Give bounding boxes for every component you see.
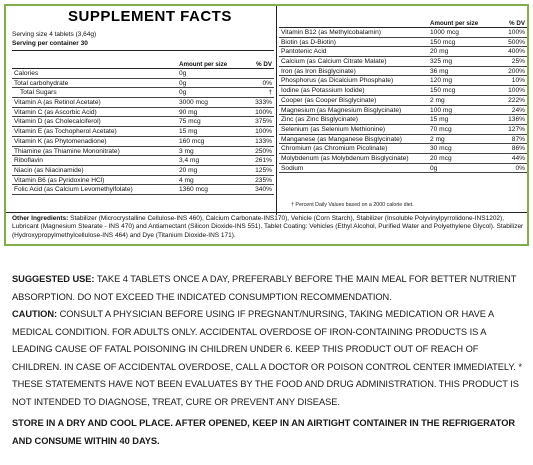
nutrient-row xyxy=(12,137,274,147)
nutrient-amount: 4 mg xyxy=(179,176,194,184)
nutrient-amount: 15 mg xyxy=(179,128,198,136)
nutrient-name: Pantotenic Acid xyxy=(281,48,327,56)
nutrient-row xyxy=(279,154,527,164)
nutrient-name: Cooper (as Cooper Bisglycinate) xyxy=(281,96,377,104)
caution-label: CAUTION: xyxy=(12,309,58,319)
nutrient-dv: 100% xyxy=(508,87,525,95)
nutrient-name: Vitamin K (as Phytomenadione) xyxy=(14,137,107,145)
column-divider xyxy=(276,6,277,215)
nutrient-dv: 100% xyxy=(508,29,525,36)
nutrient-dv: 0% xyxy=(515,164,525,172)
nutrient-name: Riboflavin xyxy=(14,157,43,165)
nutrient-name: Biotin (as D-Biotin) xyxy=(281,38,336,46)
other-ingredients xyxy=(12,215,526,240)
nutrient-name: Magnesium (as Magnesium Bisglycinate) xyxy=(281,106,402,114)
serving-size: Serving size 4 tablets (3,64g) xyxy=(12,31,97,38)
nutrient-amount: 120 mg xyxy=(430,77,452,85)
nutrient-amount: 100 mg xyxy=(430,106,452,114)
nutrient-dv: 200% xyxy=(508,67,525,75)
nutrient-name: Vitamin B6 (as Pyridoxine HCl) xyxy=(14,176,105,184)
nutrient-amount: 1360 mcg xyxy=(179,186,208,194)
nutrient-name: Vitamin A (as Retinol Acetate) xyxy=(14,99,101,107)
nutrient-row xyxy=(279,115,527,125)
nutrient-dv: 333% xyxy=(255,99,272,107)
suggested-use xyxy=(12,271,522,306)
nutrient-dv: 375% xyxy=(255,118,272,126)
nutrient-row xyxy=(12,166,274,176)
caution-text: CONSULT A PHYSICIAN BEFORE USING IF PREGNANT/NURSING, TAKING MEDICATION OR HAVE A MEDICAL CONDITION. FOR ADULTS ONLY. ACCIDENTAL OVERDOSE OF IRON-CONTAINING PRODUCTS IS A LEADING CAUSE OF FATAL POISONING IN CHILDREN UNDER 6. KEEP THIS PRODUCT OUT OF REACH OF CHILDREN. IN CASE OF ACCIDENTAL OVERDOSE, CALL A DOCTOR OR POISON CONTROL CENTER IMMEDIATELY. * THESE STATEMENTS HAVE NOT BEEN EVALUATES BY THE FOOD AND DRUG ADMINISTRATION. THIS PRODUCT IS NOT INTENDED TO DIAGNOSE, TREAT, CURE OR PREVENT ANY DISEASE. xyxy=(12,309,522,407)
nutrient-row xyxy=(279,76,527,86)
storage-instructions: STORE IN A DRY AND COOL PLACE. AFTER OPENED, KEEP IN AN AIRTIGHT CONTAINER IN THE REFRIGERATOR AND CONSUME WITHIN 40 DAYS. xyxy=(12,418,516,446)
nutrient-dv: 235% xyxy=(255,176,272,184)
nutrient-name: Sodium xyxy=(281,164,304,172)
nutrient-row xyxy=(12,117,274,127)
nutrient-row xyxy=(279,28,527,38)
nutrient-dv: 133% xyxy=(255,137,272,145)
nutrient-dv: 86% xyxy=(511,145,525,153)
nutrient-name: Vitamin C (as Ascorbic Acid) xyxy=(14,108,97,116)
suggested-use-text: TAKE 4 TABLETS ONCE A DAY, PREFERABLY BEFORE THE MAIN MEAL FOR BETTER NUTRIENT ABSORPTION. DO NOT EXCEED THE INDICATED CONSUMPTION RECOMMENDATION. xyxy=(12,274,517,302)
nutrient-name: Manganese (as Manganese Bisglycinate) xyxy=(281,135,402,143)
serving-divider xyxy=(12,50,274,51)
nutrient-amount: 0g xyxy=(179,79,187,87)
nutrient-amount: 0g xyxy=(430,164,438,172)
nutrient-dv: 136% xyxy=(508,116,525,124)
nutrient-dv: 340% xyxy=(255,186,272,194)
amount-header: Amount per size xyxy=(430,20,479,27)
nutrient-name: Iodine (as Potassium Iodide) xyxy=(281,87,365,95)
supplement-facts-panel xyxy=(4,4,529,246)
nutrient-name: Thiamine (as Thiamine Mononitrate) xyxy=(14,147,120,155)
nutrient-dv: 100% xyxy=(255,128,272,136)
nutrient-name: Folic Acid (as Calcium Levomethylfolate) xyxy=(14,186,133,194)
nutrient-amount: 90 mg xyxy=(179,108,198,116)
nutrient-dv: 24% xyxy=(511,106,525,114)
nutrient-dv: 127% xyxy=(508,125,525,133)
nutrient-name: Total carbohydrate xyxy=(14,79,69,87)
nutrient-amount: 150 mcg xyxy=(430,38,456,46)
nutrient-name: Vitamin B12 (as Methylcobalamin) xyxy=(281,29,381,36)
nutrient-dv: 0% xyxy=(262,79,272,87)
nutrient-amount: 325 mg xyxy=(430,58,452,66)
nutrient-amount: 150 mcg xyxy=(430,87,456,95)
nutrient-amount: 3,4 mg xyxy=(179,157,200,165)
nutrient-name: Calcium (as Calcium Citrate Malate) xyxy=(281,58,387,66)
nutrient-row xyxy=(279,86,527,96)
caution xyxy=(12,306,522,411)
nutrient-row xyxy=(279,125,527,135)
nutrient-row xyxy=(12,98,274,108)
nutrient-name: Total Sugars xyxy=(20,89,57,97)
nutrient-dv: 25% xyxy=(511,58,525,66)
nutrient-name: Chromium (as Chromium Picolinate) xyxy=(281,145,388,153)
nutrient-row xyxy=(279,38,527,48)
nutrient-dv: 100% xyxy=(255,108,272,116)
amount-header: Amount per size xyxy=(179,61,228,68)
nutrient-amount: 3000 mcg xyxy=(179,99,208,107)
right-table-header xyxy=(279,19,527,28)
nutrient-row xyxy=(279,57,527,67)
nutrient-row xyxy=(279,164,527,174)
nutrient-amount: 70 mcg xyxy=(430,125,452,133)
usage-instructions xyxy=(12,271,522,450)
nutrient-row xyxy=(279,135,527,145)
nutrient-row xyxy=(12,147,274,157)
nutrient-row xyxy=(279,144,527,154)
nutrient-amount: 15 mg xyxy=(430,116,449,124)
nutrient-row xyxy=(279,96,527,106)
nutrient-row xyxy=(279,67,527,77)
nutrient-amount: 3 mg xyxy=(179,147,194,155)
nutrient-dv: 125% xyxy=(255,166,272,174)
nutrient-row xyxy=(12,108,274,118)
nutrient-amount: 30 mcg xyxy=(430,145,452,153)
nutrient-name: Calories xyxy=(14,70,39,77)
nutrient-name: Iron (as Iron Bisglycinate) xyxy=(281,67,356,75)
nutrient-amount: 75 mcg xyxy=(179,118,201,126)
nutrient-dv: 87% xyxy=(511,135,525,143)
nutrient-row xyxy=(12,127,274,137)
other-ingredients-text: Stabilizer (Microcrystalline Cellulose-INS 460), Calcium Carbonate-INS170), Vehicle (Corn Starch), Stabilizer (Insoluble Polyvinylpyrrolidone-INS1202), Lubricant (Magnesium Stearate - INS 470) and Antiamectant (Silicon Dioxide-INS 551). Tablet Coating: Vehicles (Ethyl Alcohol, Purified Water and Polyethylene Glycol). Stabilizer (Hydroxypropylmethylcellulose-INS 464) and Dye (Titanium Dioxide-INS 171). xyxy=(12,215,524,239)
other-ingredients-label: Other Ingredients: xyxy=(12,215,69,222)
nutrient-name: Phosphorus (as Dicalcium Phosphate) xyxy=(281,77,394,85)
nutrient-amount: 20 mg xyxy=(430,48,449,56)
ingredients-divider xyxy=(6,212,527,213)
nutrient-name: Vitamin D (as Cholecalciferol) xyxy=(14,118,101,126)
panel-title: SUPPLEMENT FACTS xyxy=(68,8,232,25)
nutrient-name: Selenium (as Selenium Methionine) xyxy=(281,125,386,133)
nutrient-dv: 222% xyxy=(508,96,525,104)
nutrient-amount: 1000 mcg xyxy=(430,29,459,36)
nutrient-name: Niacin (as Niacinamide) xyxy=(14,166,84,174)
nutrient-row xyxy=(279,47,527,57)
dv-footnote: † Percent Daily Values based on a 2000 calorie diet. xyxy=(291,202,414,208)
nutrient-amount: 20 mg xyxy=(179,166,198,174)
left-table-header xyxy=(12,60,274,69)
nutrient-amount: 2 mg xyxy=(430,96,445,104)
nutrient-row xyxy=(12,176,274,186)
nutrient-amount: 0g xyxy=(179,70,187,77)
nutrient-row xyxy=(12,88,274,98)
nutrient-row xyxy=(12,156,274,166)
dv-header: % DV xyxy=(256,61,272,68)
nutrient-dv: 10% xyxy=(511,77,525,85)
nutrient-amount: 36 mg xyxy=(430,67,449,75)
nutrient-dv: 250% xyxy=(255,147,272,155)
nutrient-dv: 261% xyxy=(255,157,272,165)
nutrient-dv: † xyxy=(268,89,272,97)
servings-per-container: Serving per container 30 xyxy=(12,40,88,47)
nutrient-amount: 20 mcg xyxy=(430,154,452,162)
nutrient-amount: 160 mcg xyxy=(179,137,205,145)
nutrient-amount: 0g xyxy=(179,89,187,97)
nutrient-name: Zinc (as Zinc Bisglycinate) xyxy=(281,116,358,124)
nutrient-amount: 2 mg xyxy=(430,135,445,143)
nutrient-name: Vitamin E (as Tochopherol Acetate) xyxy=(14,128,117,136)
nutrient-row xyxy=(12,79,274,89)
nutrient-row xyxy=(12,69,274,79)
left-nutrient-table xyxy=(12,60,274,195)
nutrient-row xyxy=(12,185,274,195)
nutrient-dv: 400% xyxy=(508,48,525,56)
nutrient-row xyxy=(279,106,527,116)
right-nutrient-table xyxy=(279,19,527,173)
nutrient-dv: 500% xyxy=(508,38,525,46)
nutrient-dv: 44% xyxy=(511,154,525,162)
nutrient-name: Molybdenum (as Molybdenum Bisglycinate) xyxy=(281,154,409,162)
dv-header: % DV xyxy=(509,20,525,27)
suggested-use-label: SUGGESTED USE: xyxy=(12,274,95,284)
